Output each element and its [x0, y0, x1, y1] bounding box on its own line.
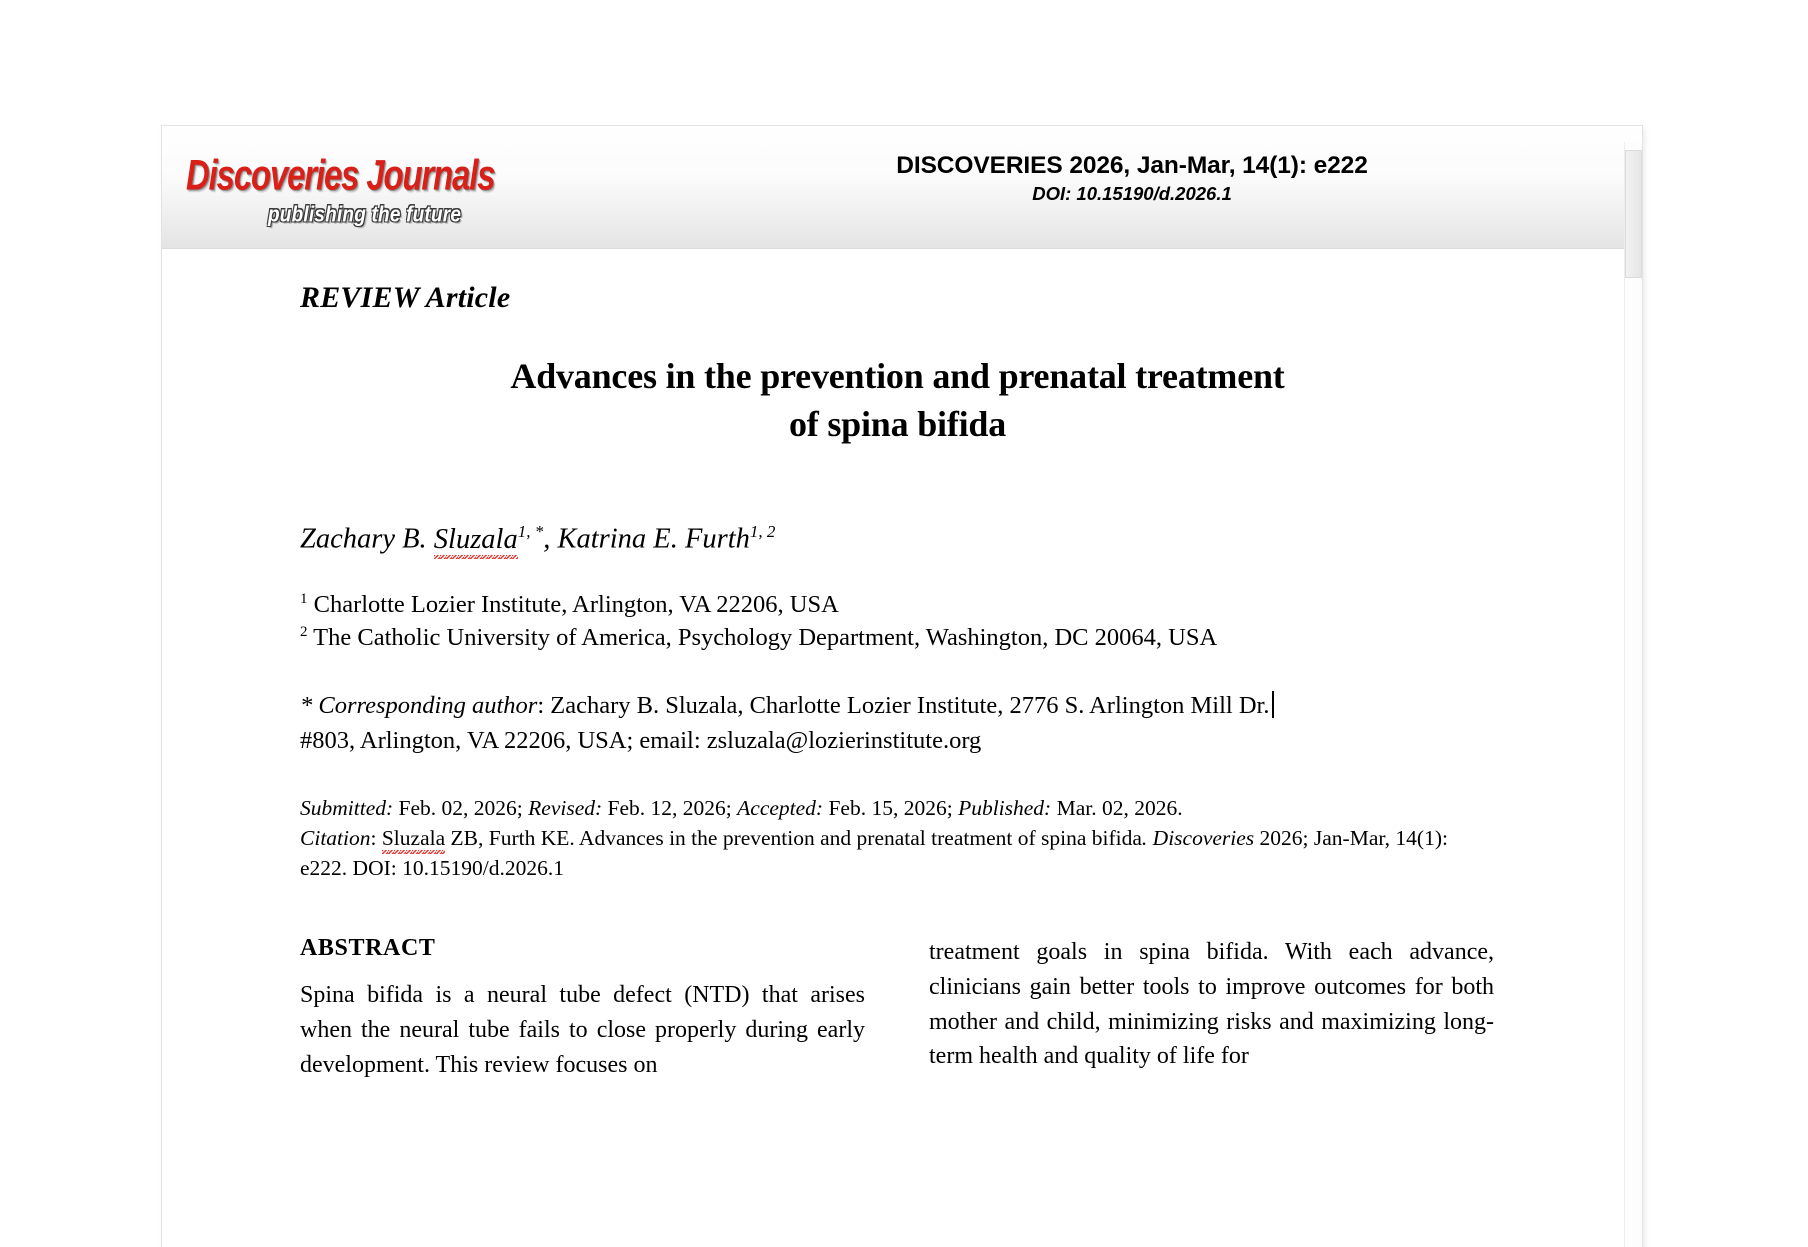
published-value: Mar. 02, 2026. — [1051, 795, 1183, 820]
header-doi: DOI: 10.15190/d.2026.1 — [1032, 183, 1232, 204]
affiliations-block — [300, 588, 1495, 656]
published-label: Published: — [958, 795, 1052, 820]
submitted-label: Submitted: — [300, 795, 394, 820]
affiliation-2 — [300, 621, 1495, 655]
citation-label: Citation — [300, 825, 371, 850]
author-1-name: Zachary B. — [300, 523, 434, 555]
header-journal-citation: DISCOVERIES 2026, Jan-Mar, 14(1): e222 — [896, 152, 1368, 179]
vertical-scrollbar-thumb[interactable] — [1625, 150, 1642, 278]
article-type-label: REVIEW Article — [300, 281, 511, 314]
logo-wordmark: Discoveries Journals — [186, 151, 495, 200]
submitted-value: Feb. 02, 2026; — [393, 795, 529, 820]
abstract-right-column — [929, 935, 1494, 1082]
abstract-text-left: Spina bifida is a neural tube defect (NTD) that arises when the neural tube fails to close properly during early development. This review focuses on — [300, 981, 865, 1078]
publication-dates-line — [300, 793, 1495, 823]
affiliation-1-marker: 1 — [300, 590, 308, 607]
corresponding-star: * — [300, 692, 319, 720]
corresponding-author-block — [300, 689, 1495, 759]
revised-label: Revised: — [528, 795, 603, 820]
article-title-line-2: of spina bifida — [788, 403, 1007, 444]
author-2-name: Katrina E. Furth — [557, 523, 750, 555]
affiliation-2-marker: 2 — [300, 624, 308, 641]
article-title — [300, 353, 1495, 448]
citation-journal: . Discoveries — [1141, 825, 1255, 850]
logo-tagline: publishing the future — [268, 202, 462, 227]
abstract-text-right: treatment goals in spina bifida. With each advance, clinicians gain better tools to improve outcomes for both mother and child, minimizing risks and maximizing long-term health and quality of life for — [929, 938, 1494, 1070]
affiliation-1-text: Charlotte Lozier Institute, Arlington, VA 22206, USA — [307, 590, 839, 618]
journal-header-band — [162, 126, 1642, 249]
article-title-line-1: Advances in the prevention and prenatal treatment — [510, 356, 1285, 396]
corresponding-label: Corresponding author — [318, 692, 538, 720]
corresponding-line-1: : Zachary B. Sluzala, Charlotte Lozier Institute, 2776 S. Arlington Mill Dr. — [537, 692, 1270, 720]
corresponding-line-2: #803, Arlington, VA 22206, USA; email: zsluzala@lozierinstitute.org — [300, 726, 982, 754]
authors-separator: , — [543, 523, 558, 555]
citation-tail: 2026; Jan-Mar, 14(1): e222. DOI: 10.15190/d.2026.1 — [300, 825, 1448, 880]
accepted-label: Accepted: — [737, 795, 824, 820]
author-1-affiliation-sup: 1, * — [517, 522, 544, 542]
document-page[interactable] — [162, 126, 1642, 1247]
abstract-heading: ABSTRACT — [300, 934, 436, 961]
author-2-affiliation-sup: 1, 2 — [749, 522, 776, 542]
accepted-value: Feb. 15, 2026; — [823, 795, 959, 820]
publication-dates-and-citation — [300, 793, 1495, 883]
vertical-scrollbar-track[interactable] — [1624, 142, 1642, 1247]
revised-value: Feb. 12, 2026; — [602, 795, 738, 820]
affiliation-1 — [300, 588, 1495, 622]
abstract-section — [300, 935, 1495, 1082]
affiliation-2-text: The Catholic University of America, Psychology Department, Washington, DC 20064, USA — [307, 624, 1218, 652]
author-1-surname: Sluzala — [434, 524, 518, 559]
discoveries-journals-logo — [186, 151, 516, 240]
abstract-left-column — [300, 935, 865, 1082]
document-content[interactable] — [300, 281, 1495, 1082]
authors-line — [300, 522, 1495, 556]
text-caret — [1272, 691, 1274, 718]
citation-pre: : — [370, 825, 382, 850]
header-citation-block — [782, 152, 1482, 205]
citation-surname: Sluzala — [382, 826, 445, 854]
citation-line — [300, 823, 1495, 883]
citation-text: ZB, Furth KE. Advances in the prevention and prenatal treatment of spina bifida — [445, 825, 1142, 850]
